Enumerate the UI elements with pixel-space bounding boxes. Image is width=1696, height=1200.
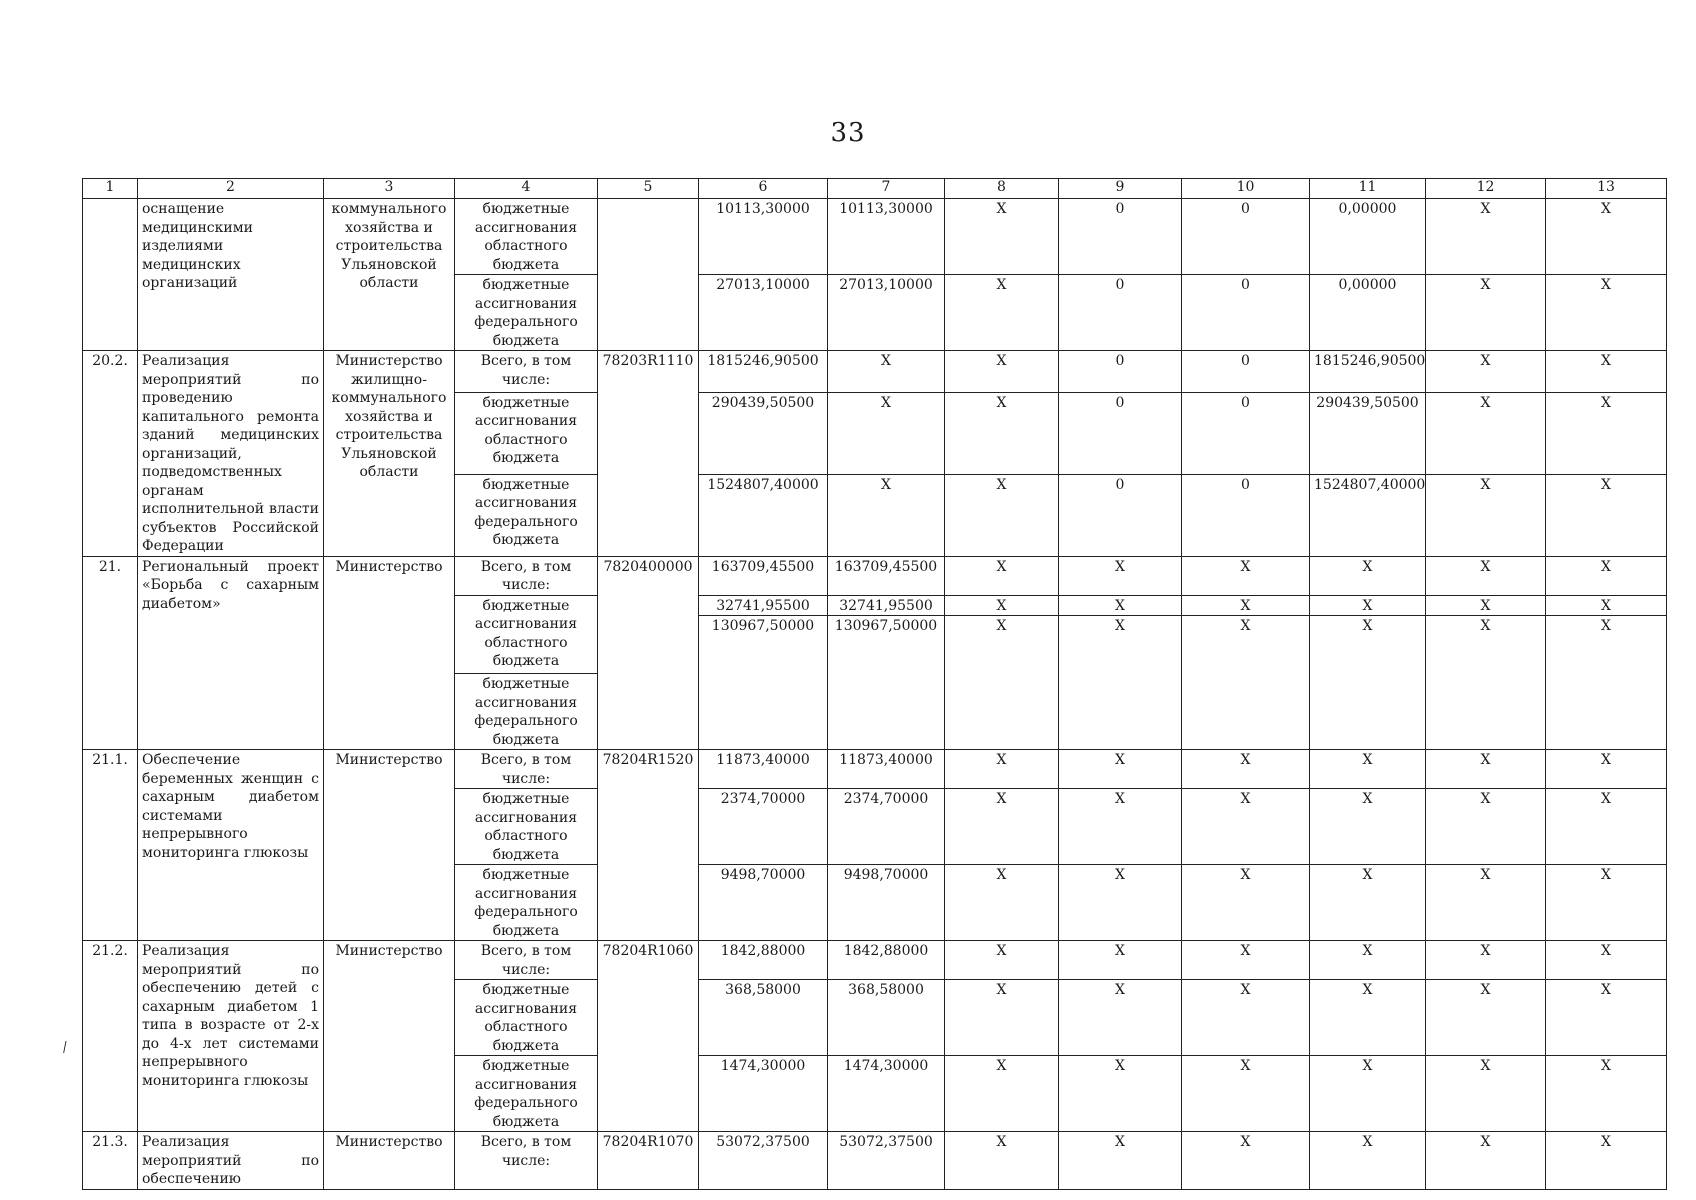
cell-col13: Х <box>1546 941 1667 980</box>
cell-col7: 32741,95500 <box>828 595 945 616</box>
cell-col8: Х <box>945 789 1059 865</box>
cell-col7: 1474,30000 <box>828 1056 945 1132</box>
cell-col10: Х <box>1182 941 1310 980</box>
item-name: Региональный проект «Борьба с сахарным диабетом» <box>138 556 324 750</box>
cell-col8: Х <box>945 1132 1059 1190</box>
cell-col11: Х <box>1310 941 1426 980</box>
funding-source: бюджетные ассигнования областного бюджета <box>455 199 598 275</box>
row-number: 21.3. <box>83 1132 138 1190</box>
cell-col12: Х <box>1426 865 1546 941</box>
cell-col8: Х <box>945 351 1059 393</box>
cell-col12: Х <box>1426 1132 1546 1190</box>
cell-col11: Х <box>1310 1132 1426 1190</box>
cell-col10: 0 <box>1182 199 1310 275</box>
executor: Министерство <box>324 556 455 750</box>
cell-col13: Х <box>1546 351 1667 393</box>
cell-col12: Х <box>1426 595 1546 616</box>
cell-col7: 27013,10000 <box>828 275 945 351</box>
cell-col9: Х <box>1059 941 1182 980</box>
cell-col7: Х <box>828 392 945 474</box>
cell-col6: 1815246,90500 <box>699 351 828 393</box>
cell-col7: 9498,70000 <box>828 865 945 941</box>
column-header: 5 <box>598 179 699 199</box>
budget-table <box>82 178 1667 1190</box>
column-header: 2 <box>138 179 324 199</box>
cell-col10: 0 <box>1182 392 1310 474</box>
table-row <box>83 351 1667 393</box>
column-number-row <box>83 179 1667 199</box>
cell-col13: Х <box>1546 392 1667 474</box>
cell-col9: Х <box>1059 556 1182 595</box>
executor: Министерство жилищно-коммунального хозяйства и строительства Ульяновской области <box>324 351 455 557</box>
cell-col12: Х <box>1426 199 1546 275</box>
cell-col9: 0 <box>1059 351 1182 393</box>
cell-col8: Х <box>945 275 1059 351</box>
cell-col6: 1842,88000 <box>699 941 828 980</box>
column-header: 12 <box>1426 179 1546 199</box>
cell-col9: Х <box>1059 750 1182 789</box>
cell-col9: 0 <box>1059 275 1182 351</box>
cell-col8: Х <box>945 941 1059 980</box>
cell-col8: Х <box>945 980 1059 1056</box>
cell-col10: Х <box>1182 865 1310 941</box>
cell-col12: Х <box>1426 941 1546 980</box>
cell-col13: Х <box>1546 865 1667 941</box>
cell-col7: 53072,37500 <box>828 1132 945 1190</box>
funding-source: Всего, в том числе: <box>455 750 598 789</box>
funding-source: Всего, в том числе: <box>455 941 598 980</box>
cell-col6: 1474,30000 <box>699 1056 828 1132</box>
cell-col10: Х <box>1182 595 1310 616</box>
item-name: оснащение медицинскими изделиями медицинских организаций <box>138 199 324 351</box>
row-number <box>83 199 138 351</box>
budget-code: 78203R1110 <box>598 351 699 557</box>
cell-col9: Х <box>1059 865 1182 941</box>
cell-col7: Х <box>828 474 945 556</box>
cell-col10: 0 <box>1182 275 1310 351</box>
executor: Министерство <box>324 1132 455 1190</box>
cell-col11: Х <box>1310 980 1426 1056</box>
budget-code <box>598 199 699 351</box>
row-number: 21.2. <box>83 941 138 1132</box>
cell-col8: Х <box>945 1056 1059 1132</box>
column-header: 8 <box>945 179 1059 199</box>
cell-col9: 0 <box>1059 392 1182 474</box>
column-header: 3 <box>324 179 455 199</box>
item-name: Реализация мероприятий по проведению капитального ремонта зданий медицинских организаций, подведомственных органам исполнительной власти субъектов Российской Федерации <box>138 351 324 557</box>
cell-col11: 0,00000 <box>1310 199 1426 275</box>
funding-source: Всего, в том числе: <box>455 1132 598 1190</box>
table-row <box>83 1132 1667 1190</box>
column-header: 4 <box>455 179 598 199</box>
funding-source: бюджетные ассигнования федерального бюджета <box>455 474 598 556</box>
cell-col11: Х <box>1310 595 1426 616</box>
funding-source: бюджетные ассигнования федерального бюджета <box>455 865 598 941</box>
cell-col6: 9498,70000 <box>699 865 828 941</box>
cell-col11: Х <box>1310 750 1426 789</box>
funding-source: бюджетные ассигнования федерального бюджета <box>455 275 598 351</box>
column-header: 7 <box>828 179 945 199</box>
cell-col7: 1842,88000 <box>828 941 945 980</box>
cell-col10: 0 <box>1182 351 1310 393</box>
cell-col13: Х <box>1546 474 1667 556</box>
cell-col8: Х <box>945 474 1059 556</box>
budget-code: 78204R1070 <box>598 1132 699 1190</box>
executor: коммунального хозяйства и строительства Ульяновской области <box>324 199 455 351</box>
cell-col7: 2374,70000 <box>828 789 945 865</box>
cell-col9: 0 <box>1059 199 1182 275</box>
cell-col7: Х <box>828 351 945 393</box>
funding-source: бюджетные ассигнования федерального бюджета <box>455 674 598 750</box>
cell-col11: 1815246,90500 <box>1310 351 1426 393</box>
cell-col9: Х <box>1059 1056 1182 1132</box>
cell-col6: 27013,10000 <box>699 275 828 351</box>
row-number: 21.1. <box>83 750 138 941</box>
column-header: 9 <box>1059 179 1182 199</box>
budget-code: 7820400000 <box>598 556 699 750</box>
cell-col6: 10113,30000 <box>699 199 828 275</box>
cell-col12: Х <box>1426 275 1546 351</box>
cell-col10: 0 <box>1182 474 1310 556</box>
cell-col6: 1524807,40000 <box>699 474 828 556</box>
cell-col12: Х <box>1426 789 1546 865</box>
cell-col12: Х <box>1426 556 1546 595</box>
column-header: 6 <box>699 179 828 199</box>
funding-source: Всего, в том числе: <box>455 556 598 595</box>
cell-col13: Х <box>1546 199 1667 275</box>
cell-col10: Х <box>1182 789 1310 865</box>
cell-col13: Х <box>1546 980 1667 1056</box>
cell-col6: 130967,50000 <box>699 616 828 750</box>
budget-code: 78204R1060 <box>598 941 699 1132</box>
cell-col6: 32741,95500 <box>699 595 828 616</box>
cell-col12: Х <box>1426 351 1546 393</box>
cell-col12: Х <box>1426 392 1546 474</box>
cell-col6: 368,58000 <box>699 980 828 1056</box>
column-header: 11 <box>1310 179 1426 199</box>
cell-col10: Х <box>1182 1132 1310 1190</box>
cell-col11: Х <box>1310 1056 1426 1132</box>
cell-col12: Х <box>1426 980 1546 1056</box>
cell-col11: 290439,50500 <box>1310 392 1426 474</box>
cell-col11: Х <box>1310 789 1426 865</box>
cell-col11: Х <box>1310 865 1426 941</box>
cell-col9: Х <box>1059 789 1182 865</box>
cell-col10: Х <box>1182 980 1310 1056</box>
table-row <box>83 199 1667 275</box>
row-number: 21. <box>83 556 138 750</box>
cell-col10: Х <box>1182 556 1310 595</box>
cell-col13: Х <box>1546 750 1667 789</box>
cell-col11: Х <box>1310 556 1426 595</box>
cell-col13: Х <box>1546 1056 1667 1132</box>
cell-col6: 53072,37500 <box>699 1132 828 1190</box>
funding-source: бюджетные ассигнования областного бюджета <box>455 595 598 674</box>
cell-col6: 163709,45500 <box>699 556 828 595</box>
cell-col9: 0 <box>1059 474 1182 556</box>
funding-source: бюджетные ассигнования областного бюджета <box>455 980 598 1056</box>
table-row <box>83 941 1667 980</box>
table-row <box>83 556 1667 595</box>
cell-col13: Х <box>1546 789 1667 865</box>
item-name: Реализация мероприятий по обеспечению детей с сахарным диабетом 1 типа в возрасте от 2-х до 4-х лет системами непрерывного мониторинга глюкозы <box>138 941 324 1132</box>
item-name: Обеспечение беременных женщин с сахарным диабетом системами непрерывного мониторинга глюкозы <box>138 750 324 941</box>
cell-col9: Х <box>1059 616 1182 750</box>
column-header: 1 <box>83 179 138 199</box>
executor: Министерство <box>324 941 455 1132</box>
funding-source: Всего, в том числе: <box>455 351 598 393</box>
cell-col9: Х <box>1059 1132 1182 1190</box>
column-header: 10 <box>1182 179 1310 199</box>
cell-col13: Х <box>1546 595 1667 616</box>
cell-col12: Х <box>1426 616 1546 750</box>
cell-col10: Х <box>1182 1056 1310 1132</box>
cell-col13: Х <box>1546 556 1667 595</box>
cell-col8: Х <box>945 556 1059 595</box>
cell-col7: 163709,45500 <box>828 556 945 595</box>
funding-source: бюджетные ассигнования федерального бюджета <box>455 1056 598 1132</box>
cell-col12: Х <box>1426 474 1546 556</box>
row-number: 20.2. <box>83 351 138 557</box>
cell-col12: Х <box>1426 750 1546 789</box>
cell-col7: 368,58000 <box>828 980 945 1056</box>
cell-col6: 2374,70000 <box>699 789 828 865</box>
cell-col7: 130967,50000 <box>828 616 945 750</box>
cell-col7: 11873,40000 <box>828 750 945 789</box>
cell-col13: Х <box>1546 616 1667 750</box>
cell-col8: Х <box>945 750 1059 789</box>
cell-col11: Х <box>1310 616 1426 750</box>
cell-col12: Х <box>1426 1056 1546 1132</box>
cell-col13: Х <box>1546 275 1667 351</box>
budget-code: 78204R1520 <box>598 750 699 941</box>
cell-col8: Х <box>945 199 1059 275</box>
page-number: 33 <box>830 118 866 148</box>
cell-col7: 10113,30000 <box>828 199 945 275</box>
cell-col13: Х <box>1546 1132 1667 1190</box>
cell-col8: Х <box>945 595 1059 616</box>
executor: Министерство <box>324 750 455 941</box>
cell-col8: Х <box>945 616 1059 750</box>
cell-col10: Х <box>1182 616 1310 750</box>
column-header: 13 <box>1546 179 1667 199</box>
item-name: Реализация мероприятий по обеспечению <box>138 1132 324 1190</box>
cell-col6: 11873,40000 <box>699 750 828 789</box>
cell-col10: Х <box>1182 750 1310 789</box>
margin-mark: ⁄ <box>61 1040 70 1056</box>
cell-col8: Х <box>945 865 1059 941</box>
cell-col9: Х <box>1059 595 1182 616</box>
cell-col11: 1524807,40000 <box>1310 474 1426 556</box>
table-row <box>83 750 1667 789</box>
cell-col11: 0,00000 <box>1310 275 1426 351</box>
cell-col8: Х <box>945 392 1059 474</box>
funding-source: бюджетные ассигнования областного бюджета <box>455 789 598 865</box>
funding-source: бюджетные ассигнования областного бюджета <box>455 392 598 474</box>
cell-col9: Х <box>1059 980 1182 1056</box>
cell-col6: 290439,50500 <box>699 392 828 474</box>
